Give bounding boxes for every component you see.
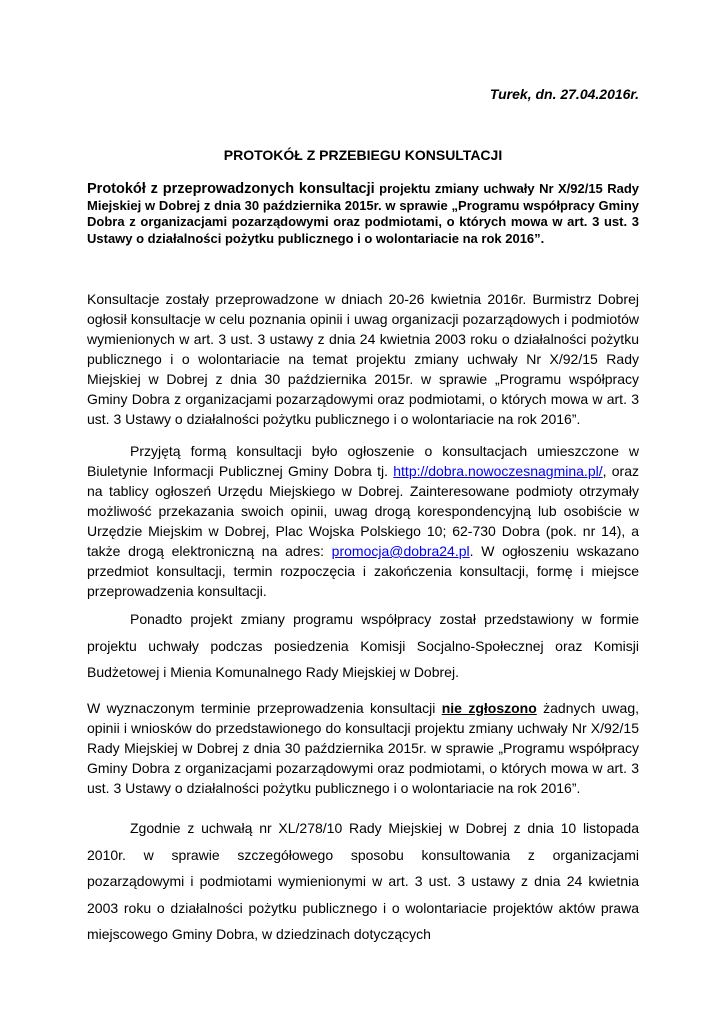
intro-paragraph [87,181,639,247]
date-line: Turek, dn. 27.04.2016r. [489,86,639,102]
paragraph-commission: Ponadto projekt zmiany programu współpracy został przedstawiony w formie projektu uchwały podczas posiedzenia Komisji Socjalno-Społecznej oraz Komisji Budżetowej i Mienia Komunalnego Rady Miejskiej w Dobrej. [87,611,639,680]
email-link[interactable]: promocja@dobra24.pl [331,543,470,559]
intro-lead: Protokół z przeprowadzonych konsultacji [87,181,375,197]
paragraph-consultation-dates: Konsultacje zostały przeprowadzone w dniach 20-26 kwietnia 2016r. Burmistrz Dobrej ogłosił konsultacje w celu poznania opinii i uwag organizacji pozarządowych i podmiotów wymienionych w art. 3 ust. 3 ustawy z dnia 24 kwietnia 2003 roku o działalności pożytku publicznego i o wolontariacie na temat projektu zmiany uchwały Nr X/92/15 Rady Miejskiej w Dobrej z dnia 30 października 2015r. w sprawie „Programu współpracy Gminy Dobra z organizacjami pozarządowymi oraz podmiotami, o których mowa w art. 3 ust. 3 Ustawy o działalności pożytku publicznego i o wolontariacie na rok 2016”. [87,291,639,427]
paragraph-no-comments [87,698,639,798]
p4-text-2: żadnych uwag, opinii i wniosków do przedstawionego do konsultacji projektu zmiany uchwały Nr X/92/15 Rady Miejskiej w Dobrej z dnia 30 października 2015r. w sprawie „Programu współpracy Gminy Dobra z organizacjami pozarządowymi oraz podmiotami, o których mowa w art. 3 ust. 3 Ustawy o działalności pożytku publicznego i o wolontariacie na rok 2016”. [87,700,639,796]
p2-text-3: . W ogłoszeniu wskazano przedmiot konsultacji, termin rozpoczęcia i zakończenia konsultacji, formę i miejsce przeprowadzenia konsultacji. [87,543,639,599]
paragraph-consultation-form [87,441,639,601]
p2-text-1: Przyjętą formą konsultacji było ogłoszenie o konsultacjach umieszczone w Biuletynie Informacji Publicznej Gminy Dobra tj. [87,443,639,479]
bip-link[interactable]: http://dobra.nowoczesnagmina.pl/ [393,463,603,479]
document-title: PROTOKÓŁ Z PRZEBIEGU KONSULTACJI [223,147,503,163]
no-comments-emphasis: nie zgłoszono [441,700,537,716]
p4-text-1: W wyznaczonym terminie przeprowadzenia konsultacji [87,700,442,716]
p2-text-2: , oraz na tablicy ogłoszeń Urzędu Miejskiego w Dobrej. Zainteresowane podmioty otrzymały możliwość przekazania swoich opinii, uwag drogą korespondencyjną lub osobiście w Urzędzie Miejskim w Dobrej, Plac Wojska Polskiego 10; 62-730 Dobra (pok. nr 14), a także drogą elektroniczną na adres: [87,463,639,559]
intro-rest: projektu zmiany uchwały Nr X/92/15 Rady Miejskiej w Dobrej z dnia 30 października 2015r. w sprawie „Programu współpracy Gminy Dobra z organizacjami pozarządowymi oraz podmiotami, o których mowa w art. 3 ust. 3 Ustawy o działalności pożytku publicznego i o wolontariacie na rok 2016”. [87,181,639,246]
paragraph-resolution: Zgodnie z uchwałą nr XL/278/10 Rady Miejskiej w Dobrej z dnia 10 listopada 2010r. w sprawie szczegółowego sposobu konsultowania z organizacjami pozarządowymi i podmiotami wymienionymi w art. 3 ust. 3 ustawy z dnia 24 kwietnia 2003 roku o działalności pożytku publicznego i o wolontariacie projektów aktów prawa miejscowego Gminy Dobra, w dziedzinach dotyczących [87,820,639,942]
